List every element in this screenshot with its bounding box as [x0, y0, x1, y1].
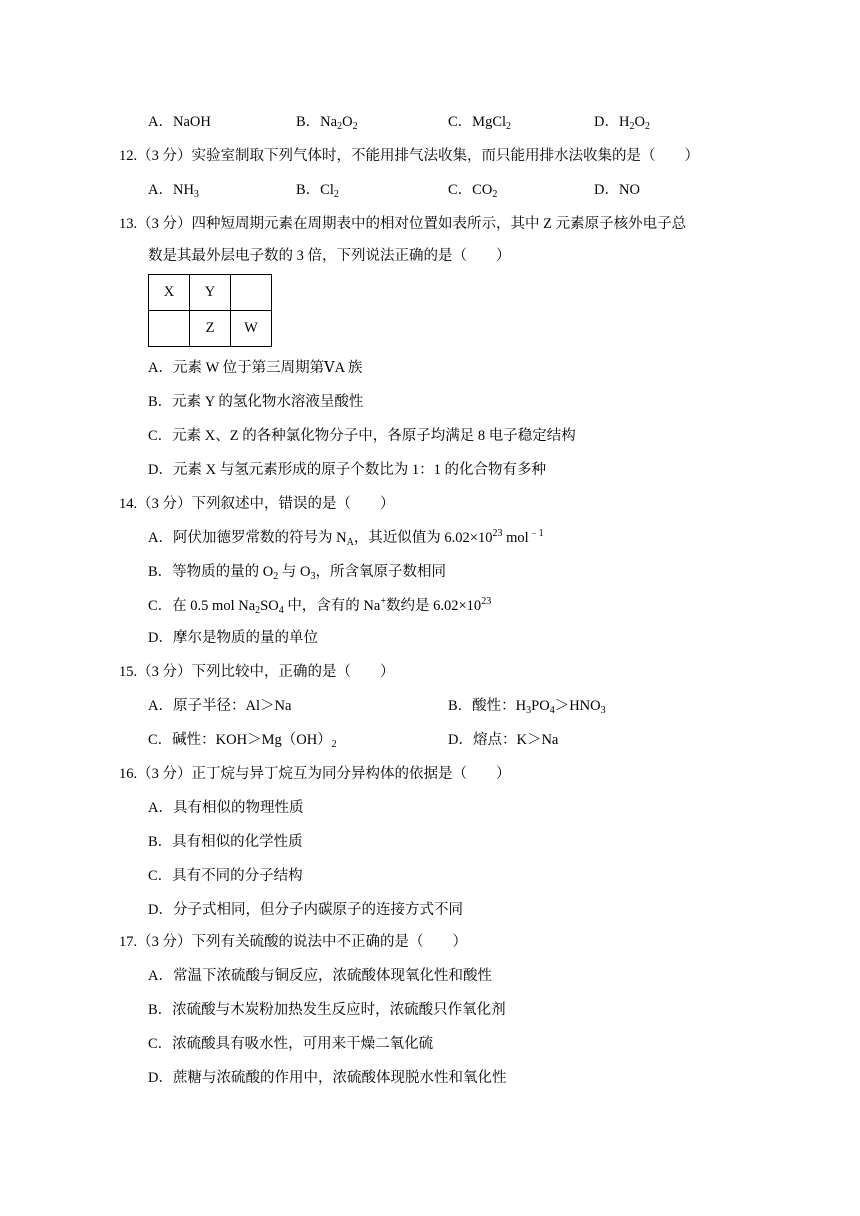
q16-option-b: B．具有相似的化学性质: [148, 834, 303, 850]
q13-stem-line1: 13.（3 分）四种短周期元素在周期表中的相对位置如表所示，其中 Z 元素原子核外电子总: [119, 216, 687, 232]
q13-option-d: D．元素 X 与氢元素形成的原子个数比为 1：1 的化合物有多种: [148, 462, 546, 478]
q14-option-a: A．阿伏加德罗常数的符号为 $N_A$，其近似值为 $6.02\times 10^{23}$ mol$^{﹣1}$: [148, 528, 544, 548]
q13-option-c: C．元素 X、Z 的各种氯化物分子中，各原子均满足 8 电子稳定结构: [148, 428, 576, 444]
table-cell: W: [231, 311, 272, 347]
q12-stem: 12.（3 分）实验室制取下列气体时，不能用排气法收集，而只能用排水法收集的是（ ）: [119, 148, 699, 164]
q16-option-d: D．分子式相同，但分子内碳原子的连接方式不同: [148, 902, 463, 918]
q13-option-a: A．元素 W 位于第三周期第ⅤA 族: [148, 360, 363, 376]
q16-option-c: C．具有不同的分子结构: [148, 868, 303, 884]
q17-option-a: A．常温下浓硫酸与铜反应，浓硫酸体现氧化性和酸性: [148, 968, 492, 984]
q11-option-b: B．$Na_2O_2$: [296, 114, 358, 132]
q14-option-d: D．摩尔是物质的量的单位: [148, 630, 318, 646]
q17-option-c: C．浓硫酸具有吸水性，可用来干燥二氧化硫: [148, 1036, 434, 1052]
table-cell: Z: [190, 311, 231, 347]
q11-option-d: D．$H_2O_2$: [594, 114, 650, 132]
q13-stem-line2: 数是其最外层电子数的 3 倍，下列说法正确的是（ ）: [148, 248, 511, 264]
q14-option-c: C．在 0.5 mol $Na_2SO_4$ 中，含有的 Na+数约是 $6.02\times 10^{23}$: [148, 596, 492, 616]
q12-option-a: A．$NH_3$: [148, 182, 199, 200]
q16-option-a: A．具有相似的物理性质: [148, 800, 304, 816]
q12-option-c: C．$CO_2$: [448, 182, 498, 200]
q11-option-c: C．MgCl$_2$: [448, 114, 512, 132]
q13-option-b: B．元素 Y 的氢化物水溶液呈酸性: [148, 394, 364, 410]
table-cell: Y: [190, 275, 231, 311]
q15-option-b: B．酸性：$H_3PO_4>HNO_3$: [448, 698, 606, 716]
q11-option-a: A．NaOH: [148, 114, 211, 130]
q15-option-d: D．熔点：K＞Na: [448, 732, 559, 748]
q15-stem: 15.（3 分）下列比较中，正确的是（ ）: [119, 664, 395, 680]
q12-option-d: D．NO: [594, 182, 640, 198]
q14-stem: 14.（3 分）下列叙述中，错误的是（ ）: [119, 496, 395, 512]
table-cell: X: [149, 275, 190, 311]
q17-option-d: D．蔗糖与浓硫酸的作用中，浓硫酸体现脱水性和氧化性: [148, 1070, 507, 1086]
q17-option-b: B．浓硫酸与木炭粉加热发生反应时，浓硫酸只作氧化剂: [148, 1002, 506, 1018]
table-cell: [231, 275, 272, 311]
q15-option-c: C．碱性：$KOH>Mg(OH)_2$: [148, 732, 337, 750]
q17-stem: 17.（3 分）下列有关硫酸的说法中不正确的是（ ）: [119, 934, 467, 950]
periodic-table-fragment: [148, 274, 272, 347]
q15-option-a: A．原子半径：Al＞Na: [148, 698, 292, 714]
q14-option-b: B．等物质的量的 $O_2$ 与 $O_3$，所含氧原子数相同: [148, 564, 447, 582]
table-cell: [149, 311, 190, 347]
q12-option-b: B．$Cl_2$: [296, 182, 339, 200]
q16-stem: 16.（3 分）正丁烷与异丁烷互为同分异构体的依据是（ ）: [119, 766, 511, 782]
